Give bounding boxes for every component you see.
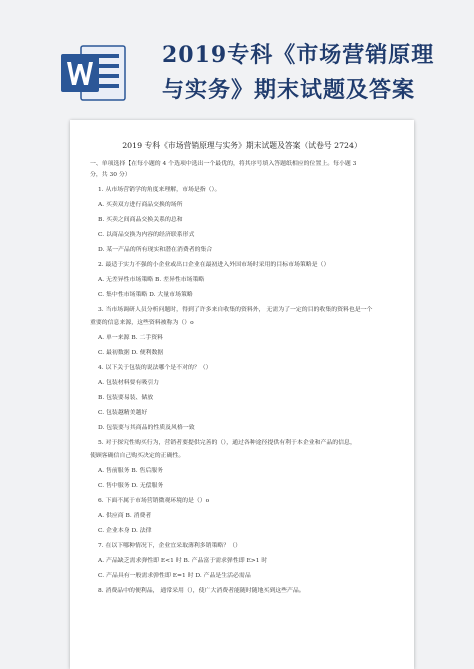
text-line: C. 产品具有一般需求弹性即 E=1 时 D. 产品是生活必需品 [98,573,251,579]
text-line: D. 某一产品的所有现实和潜在消费者的集合 [98,247,213,253]
text-line: A. 单一来源 B. 二手资料 [98,335,164,341]
text-line: 1. 从市场营销学的角度来理解，市场是指（）。 [98,187,221,193]
document-page [70,120,414,669]
text-line: C. 以商品交换为内容的经济联系形式 [98,232,195,238]
text-line: 使顾客确信自己购买决定的正确性。 [90,453,185,459]
banner [0,0,474,118]
text-line: 6. 下面不属于市场营销微观环境的是（）o [98,498,210,504]
text-line: A. 无差异性市场策略 B. 差异性市场策略 [98,277,205,283]
text-line: 分，共 30 分） [90,172,131,178]
word-document-icon [61,42,127,104]
text-line: D. 包装要与其商品的性质及风格一致 [98,425,195,431]
text-line: 一、单项选择【在每小题的 4 个选项中选出一个最优的，将其序号填入答题纸相应的位置上。每小题 3 [90,161,357,167]
text-line: 重要的信息来源，这些资料被称为（）o [90,320,194,326]
text-line: C. 最初数据 D. 便利数据 [98,350,164,356]
document-title: 2019 专科《市场营销原理与实务》期末试题及答案（试卷号 2724） [122,141,362,150]
text-line: A. 供应商 B. 消费者 [98,513,152,519]
text-line: 8. 消费品中的便利品， 通常采用（），使广大消费者能随时随地买到这些产品。 [98,588,305,594]
text-line: 2. 最适于实力不强的小企业或出口企业在最初进入外国市场时采用的目标市场策略是（） [98,262,330,268]
text-line: C. 售中服务 D. 无偿服务 [98,483,164,489]
text-line: C. 集中性市场策略 D. 大量市场策略 [98,292,193,298]
text-line: B. 包装要易装、储放 [98,395,154,401]
text-line: A. 产品缺乏需求弹性即 E<1 时 B. 产品富于需求弹性即 E>1 时 [98,558,268,564]
text-line: 7. 在以下哪种情况下，企业宜采取薄利多销策略？（） [98,543,241,549]
text-line: A. 售前服务 B. 售后服务 [98,468,164,474]
banner-title-line-1: 2019专科《市场营销原理 [162,42,435,68]
text-line: B. 买卖之间商品交换关系的总和 [98,217,183,223]
text-line: 4. 以下关于包装的说法哪个是不对的？（） [98,365,212,371]
text-line: 3. 当市场调研人员分析问题时，得到了许多来自收集的资料外， 无需为了一定的目的收集的资料也是一个 [98,307,373,313]
banner-title-line-2: 与实务》期末试题及答案 [162,77,416,103]
text-line: 5. 对于探究性购买行为，营销者要提供完善的（），通过各种途径提供有利于本企业和产品的信息， [98,440,356,446]
text-line: C. 企业本身 D. 法律 [98,528,152,534]
text-line: A. 包装材料要有吸引力 [98,380,160,386]
text-line: A. 买卖双方进行商品交换的场所 [98,202,183,208]
text-line: C. 包装越精美越好 [98,410,148,416]
